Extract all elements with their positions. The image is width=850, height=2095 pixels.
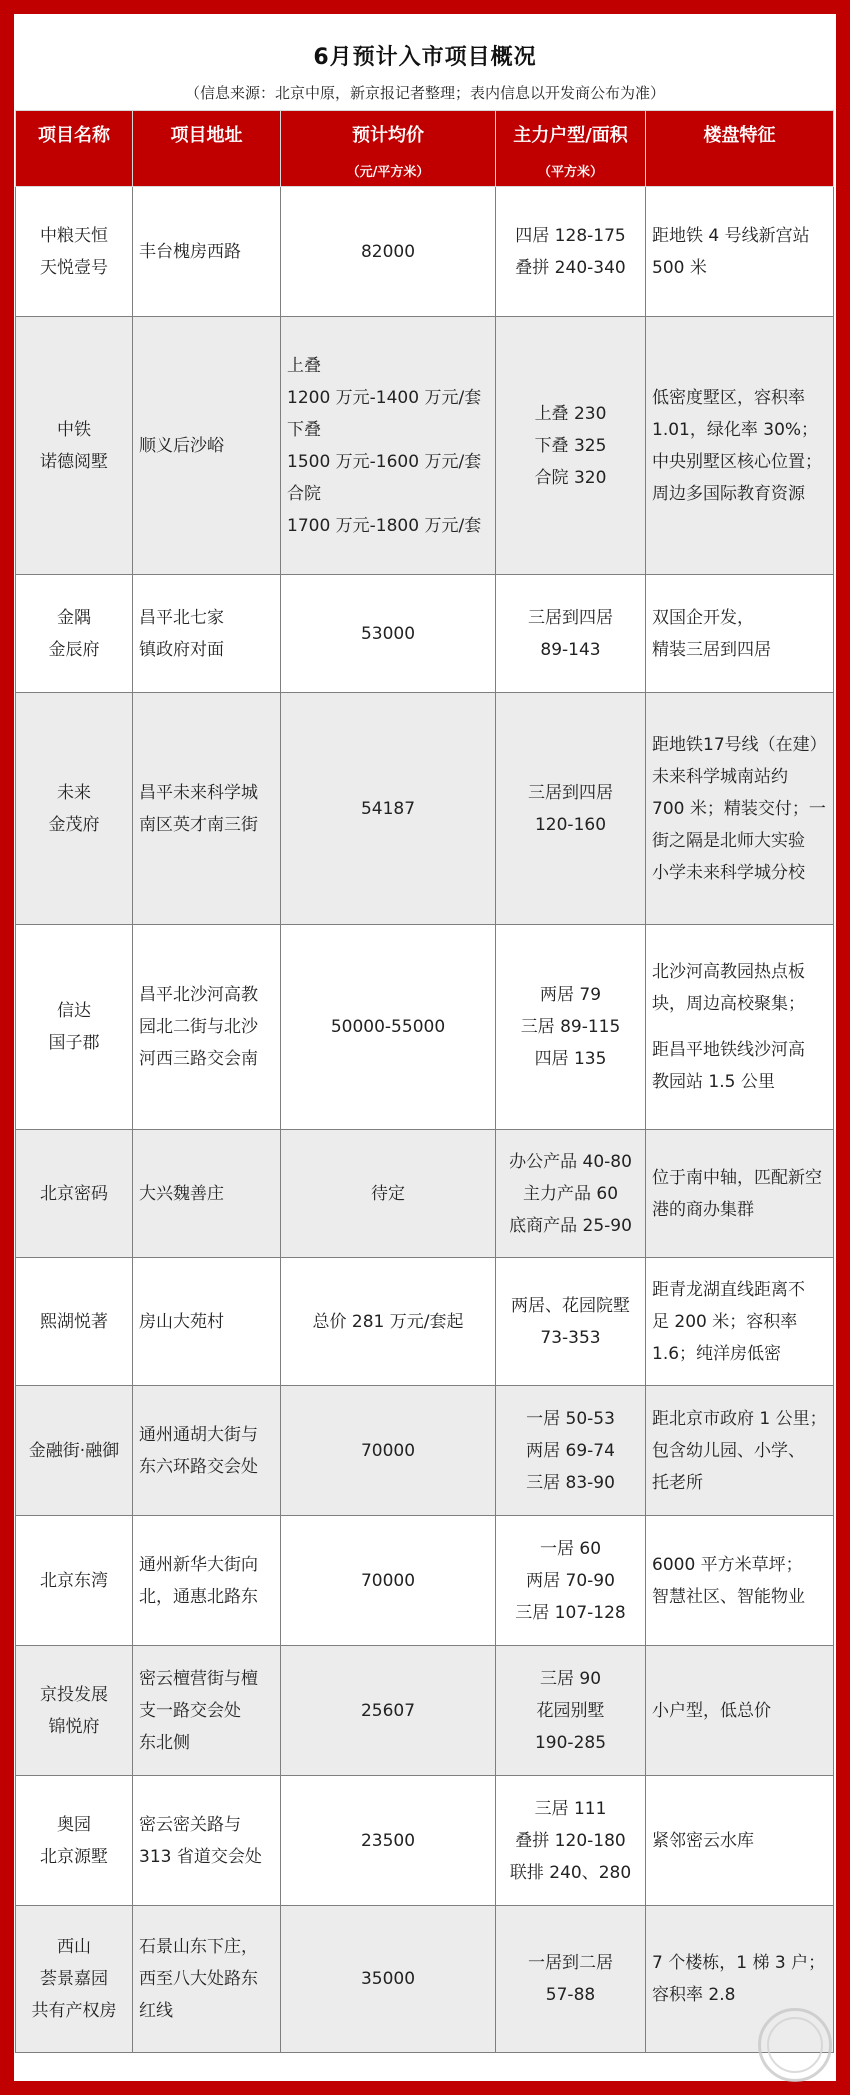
cell-features-line — [652, 1020, 827, 1034]
cell-layout-line: 叠拼 120-180 — [515, 1830, 626, 1851]
cell-name — [16, 187, 133, 317]
cell-name-line: 北京东湾 — [40, 1570, 108, 1591]
cell-features-line: 距青龙湖直线距离不 — [652, 1279, 805, 1300]
cell-name-line: 金茂府 — [48, 814, 100, 835]
cell-price-line: 54187 — [360, 798, 416, 819]
cell-address — [133, 1258, 281, 1386]
cell-name-line: 京投发展 — [40, 1684, 108, 1705]
cell-layout-line: 一居 60 — [539, 1538, 602, 1559]
cell-features-line: 双国企开发， — [652, 607, 754, 628]
cell-name — [16, 925, 133, 1130]
cell-address-line: 南区英才南三街 — [139, 814, 258, 835]
cell-features-line: 1.6；纯洋房低密 — [652, 1343, 782, 1364]
cell-layout-line: 两居 79 — [539, 985, 602, 1005]
cell-name — [16, 1258, 133, 1386]
cell-features — [646, 187, 834, 317]
cell-layout-line: 两居 70-90 — [526, 1570, 615, 1591]
cell-name-line: 北京密码 — [40, 1183, 108, 1204]
cell-address-line: 北，通惠北路东 — [139, 1586, 258, 1607]
cell-address — [133, 1386, 281, 1516]
cell-features-line: 未来科学城南站约 — [652, 766, 788, 787]
cell-layout — [496, 1130, 646, 1258]
cell-layout-line: 120-160 — [534, 814, 607, 835]
cell-layout-line: 下叠 325 — [534, 435, 607, 456]
cell-name — [16, 317, 133, 575]
cell-price — [281, 1646, 496, 1776]
page-title: 6月预计入市项目概况 — [313, 45, 537, 70]
cell-layout-line: 一居 50-53 — [526, 1408, 615, 1429]
cell-name — [16, 1906, 133, 2053]
cell-name-line: 信达 — [57, 1001, 91, 1021]
cell-address-line: 昌平北沙河高教 — [139, 985, 258, 1005]
cell-features-line: 6000 平方米草坪； — [652, 1554, 803, 1575]
cell-price — [281, 693, 496, 925]
cell-features — [646, 925, 834, 1130]
cell-address-line: 河西三路交会南 — [139, 1049, 258, 1069]
cell-address — [133, 575, 281, 693]
cell-layout-line: 三居 90 — [539, 1668, 602, 1689]
cell-features-line: 周边多国际教育资源 — [652, 483, 805, 504]
cell-features-line: 教园站 1.5 公里 — [652, 1072, 775, 1092]
table-row — [16, 1258, 834, 1386]
cell-address-line: 密云檀营街与檀 — [139, 1668, 258, 1689]
cell-features — [646, 1130, 834, 1258]
cell-name — [16, 693, 133, 925]
table-header-row — [16, 111, 834, 187]
cell-address-line: 石景山东下庄， — [139, 1937, 258, 1957]
cell-price-line: 53000 — [360, 623, 416, 644]
table-row — [16, 1516, 834, 1646]
table-row — [16, 575, 834, 693]
cell-price-line: 25607 — [360, 1700, 416, 1721]
cell-name-line: 西山 — [57, 1937, 91, 1957]
cell-layout-line: 三居 89-115 — [520, 1017, 621, 1037]
cell-name-line: 国子郡 — [48, 1033, 100, 1053]
cell-address — [133, 1776, 281, 1906]
cell-price-line: 1700 万元-1800 万元/套 — [287, 515, 482, 536]
cell-features-line: 低密度墅区，容积率 — [652, 387, 805, 408]
table-row — [16, 925, 834, 1130]
cell-price — [281, 575, 496, 693]
cell-name-line: 共有产权房 — [31, 2001, 117, 2021]
cell-price-line: 35000 — [360, 1969, 416, 1989]
cell-layout-line: 三居 107-128 — [515, 1602, 626, 1623]
cell-layout-line: 三居 83-90 — [526, 1472, 615, 1493]
cell-features — [646, 575, 834, 693]
cell-name-line: 天悦壹号 — [40, 257, 108, 278]
cell-price-line: 82000 — [360, 241, 416, 262]
cell-price — [281, 1906, 496, 2053]
cell-address-line: 313 省道交会处 — [139, 1846, 262, 1867]
table-row — [16, 1130, 834, 1258]
table-row — [16, 693, 834, 925]
cell-layout — [496, 1776, 646, 1906]
header-layout: 主力户型/面积 （平方米） — [496, 111, 646, 187]
cell-layout — [496, 1516, 646, 1646]
cell-features-line: 位于南中轴，匹配新空 — [652, 1167, 822, 1188]
header-name: 项目名称 — [16, 111, 133, 187]
cell-name — [16, 1646, 133, 1776]
watermark-stamp — [758, 2008, 832, 2082]
cell-address-line: 园北二街与北沙 — [139, 1017, 258, 1037]
header-layout-unit: （平方米） — [537, 165, 603, 180]
cell-features-line: 北沙河高教园热点板 — [652, 962, 805, 982]
cell-features-line: 500 米 — [652, 257, 707, 278]
table-row — [16, 1646, 834, 1776]
header-price-unit: （元/平方米） — [346, 165, 430, 180]
cell-price-line: 下叠 — [287, 419, 321, 440]
cell-address — [133, 1130, 281, 1258]
cell-features-line: 7 个楼栋，1 梯 3 户； — [652, 1953, 826, 1973]
cell-layout-line: 三居到四居 — [528, 782, 613, 803]
cell-address-line: 支一路交会处 — [139, 1700, 241, 1721]
cell-price — [281, 187, 496, 317]
cell-layout-line: 主力产品 60 — [522, 1183, 619, 1204]
cell-price-line: 合院 — [287, 483, 321, 504]
cell-price-line: 1500 万元-1600 万元/套 — [287, 451, 482, 472]
cell-address-line: 镇政府对面 — [139, 639, 224, 660]
cell-layout-line: 联排 240、280 — [509, 1862, 632, 1883]
cell-features-line: 港的商办集群 — [652, 1199, 754, 1220]
cell-address-line: 通州新华大街向 — [139, 1554, 258, 1575]
cell-address — [133, 187, 281, 317]
cell-layout-line: 三居 111 — [534, 1798, 607, 1819]
cell-layout-line: 合院 320 — [534, 467, 607, 488]
cell-address — [133, 693, 281, 925]
cell-address-line: 丰台槐房西路 — [139, 241, 241, 262]
cell-layout — [496, 187, 646, 317]
cell-address-line: 房山大苑村 — [139, 1311, 224, 1332]
cell-layout — [496, 317, 646, 575]
cell-address-line: 红线 — [139, 2001, 173, 2021]
cell-price-line: 待定 — [371, 1183, 405, 1204]
table-row — [16, 317, 834, 575]
cell-price — [281, 925, 496, 1130]
cell-price — [281, 1516, 496, 1646]
cell-features-line: 1.01，绿化率 30%； — [652, 419, 819, 440]
cell-name — [16, 1776, 133, 1906]
cell-address — [133, 317, 281, 575]
cell-layout — [496, 1646, 646, 1776]
cell-layout — [496, 925, 646, 1130]
cell-layout — [496, 1906, 646, 2053]
cell-features-line: 精装三居到四居 — [652, 639, 771, 660]
cell-name-line: 诺德阅墅 — [40, 451, 108, 472]
cell-layout-line: 上叠 230 — [534, 403, 607, 424]
cell-price-line: 23500 — [360, 1830, 416, 1851]
cell-address-line: 密云密关路与 — [139, 1814, 241, 1835]
cell-layout-line: 四居 128-175 — [515, 225, 626, 246]
cell-features-line: 容积率 2.8 — [652, 1985, 736, 2005]
cell-name-line: 金隅 — [57, 607, 91, 628]
cell-price-line: 70000 — [360, 1570, 416, 1591]
cell-layout-line: 底商产品 25-90 — [509, 1215, 632, 1236]
table-row — [16, 1776, 834, 1906]
cell-features-line: 街之隔是北师大实验 — [652, 830, 805, 851]
cell-layout-line: 89-143 — [540, 639, 601, 660]
cell-address-line: 东北侧 — [139, 1732, 190, 1753]
cell-features-line: 紧邻密云水库 — [652, 1830, 754, 1851]
cell-address — [133, 925, 281, 1130]
cell-address-line: 大兴魏善庄 — [139, 1183, 224, 1204]
cell-name — [16, 575, 133, 693]
cell-address — [133, 1646, 281, 1776]
cell-features-line: 距地铁 4 号线新宫站 — [652, 225, 810, 246]
cell-name — [16, 1386, 133, 1516]
cell-address-line: 通州通胡大街与 — [139, 1424, 258, 1445]
cell-features — [646, 1516, 834, 1646]
cell-layout-line: 三居到四居 — [528, 607, 613, 628]
cell-features — [646, 317, 834, 575]
cell-price — [281, 1386, 496, 1516]
cell-layout-line: 一居到二居 — [528, 1953, 613, 1973]
projects-table — [15, 110, 834, 2053]
table-row — [16, 187, 834, 317]
cell-layout — [496, 1386, 646, 1516]
cell-address-line: 顺义后沙峪 — [139, 435, 224, 456]
cell-price — [281, 1258, 496, 1386]
cell-layout-line: 73-353 — [540, 1327, 601, 1348]
cell-features — [646, 1646, 834, 1776]
table-row — [16, 1386, 834, 1516]
cell-price-line: 总价 281 万元/套起 — [312, 1311, 464, 1332]
cell-layout — [496, 575, 646, 693]
cell-name-line: 中粮天恒 — [40, 225, 108, 246]
cell-features-line: 足 200 米；容积率 — [652, 1311, 798, 1332]
cell-name-line: 金融街·融御 — [28, 1440, 120, 1461]
cell-features — [646, 1386, 834, 1516]
cell-layout — [496, 1258, 646, 1386]
cell-layout-line: 57-88 — [545, 1985, 596, 2005]
cell-name — [16, 1130, 133, 1258]
cell-features-line: 距北京市政府 1 公里； — [652, 1408, 827, 1429]
cell-name-line: 锦悦府 — [48, 1716, 100, 1737]
cell-price-line: 50000-55000 — [330, 1017, 446, 1037]
cell-name-line: 熙湖悦著 — [40, 1311, 108, 1332]
cell-name-line: 未来 — [57, 782, 91, 803]
page-subtitle: （信息来源：北京中原，新京报记者整理；表内信息以开发商公布为准） — [184, 84, 665, 102]
cell-name-line: 荟景嘉园 — [40, 1969, 108, 1989]
cell-price — [281, 1130, 496, 1258]
cell-features-line: 托老所 — [652, 1472, 703, 1493]
cell-features-line: 智慧社区、智能物业 — [652, 1586, 805, 1607]
cell-name-line: 中铁 — [57, 419, 91, 440]
cell-name-line: 奥园 — [57, 1814, 91, 1835]
cell-features-line: 小户型，低总价 — [652, 1700, 771, 1721]
cell-layout-line: 两居、花园院墅 — [511, 1295, 630, 1316]
cell-price — [281, 1776, 496, 1906]
cell-name-line: 金辰府 — [48, 639, 100, 660]
cell-features-line: 中央别墅区核心位置； — [652, 451, 822, 472]
cell-features — [646, 1776, 834, 1906]
watermark-stamp-inner — [767, 2017, 823, 2073]
cell-name-line: 北京源墅 — [40, 1846, 108, 1867]
cell-address — [133, 1906, 281, 2053]
cell-features-line: 包含幼儿园、小学、 — [652, 1440, 805, 1461]
cell-address-line: 东六环路交会处 — [139, 1456, 258, 1477]
cell-features-line: 块，周边高校聚集； — [652, 994, 805, 1014]
cell-layout-line: 办公产品 40-80 — [509, 1151, 632, 1172]
cell-address — [133, 1516, 281, 1646]
cell-name — [16, 1516, 133, 1646]
cell-layout-line: 两居 69-74 — [526, 1440, 615, 1461]
cell-features-line: 小学未来科学城分校 — [652, 862, 805, 883]
cell-features — [646, 693, 834, 925]
cell-price-line: 上叠 — [287, 355, 321, 376]
header-price: 预计均价 （元/平方米） — [281, 111, 496, 187]
cell-features — [646, 1258, 834, 1386]
cell-price-line: 70000 — [360, 1440, 416, 1461]
cell-features-line: 距昌平地铁线沙河高 — [652, 1040, 805, 1060]
cell-layout — [496, 693, 646, 925]
table-row — [16, 1906, 834, 2053]
cell-address-line: 昌平北七家 — [139, 607, 224, 628]
header-features: 楼盘特征 — [646, 111, 834, 187]
cell-address-line: 昌平未来科学城 — [139, 782, 258, 803]
cell-features-line: 距地铁17号线（在建） — [652, 734, 827, 755]
cell-layout-line: 四居 135 — [534, 1049, 607, 1069]
cell-price — [281, 317, 496, 575]
cell-layout-line: 花园别墅 — [536, 1700, 605, 1721]
header-address: 项目地址 — [133, 111, 281, 187]
cell-price-line: 1200 万元-1400 万元/套 — [287, 387, 482, 408]
cell-address-line: 西至八大处路东 — [139, 1969, 258, 1989]
cell-layout-line: 叠拼 240-340 — [515, 257, 626, 278]
cell-features-line: 700 米；精装交付；一 — [652, 798, 826, 819]
cell-layout-line: 190-285 — [534, 1732, 607, 1753]
